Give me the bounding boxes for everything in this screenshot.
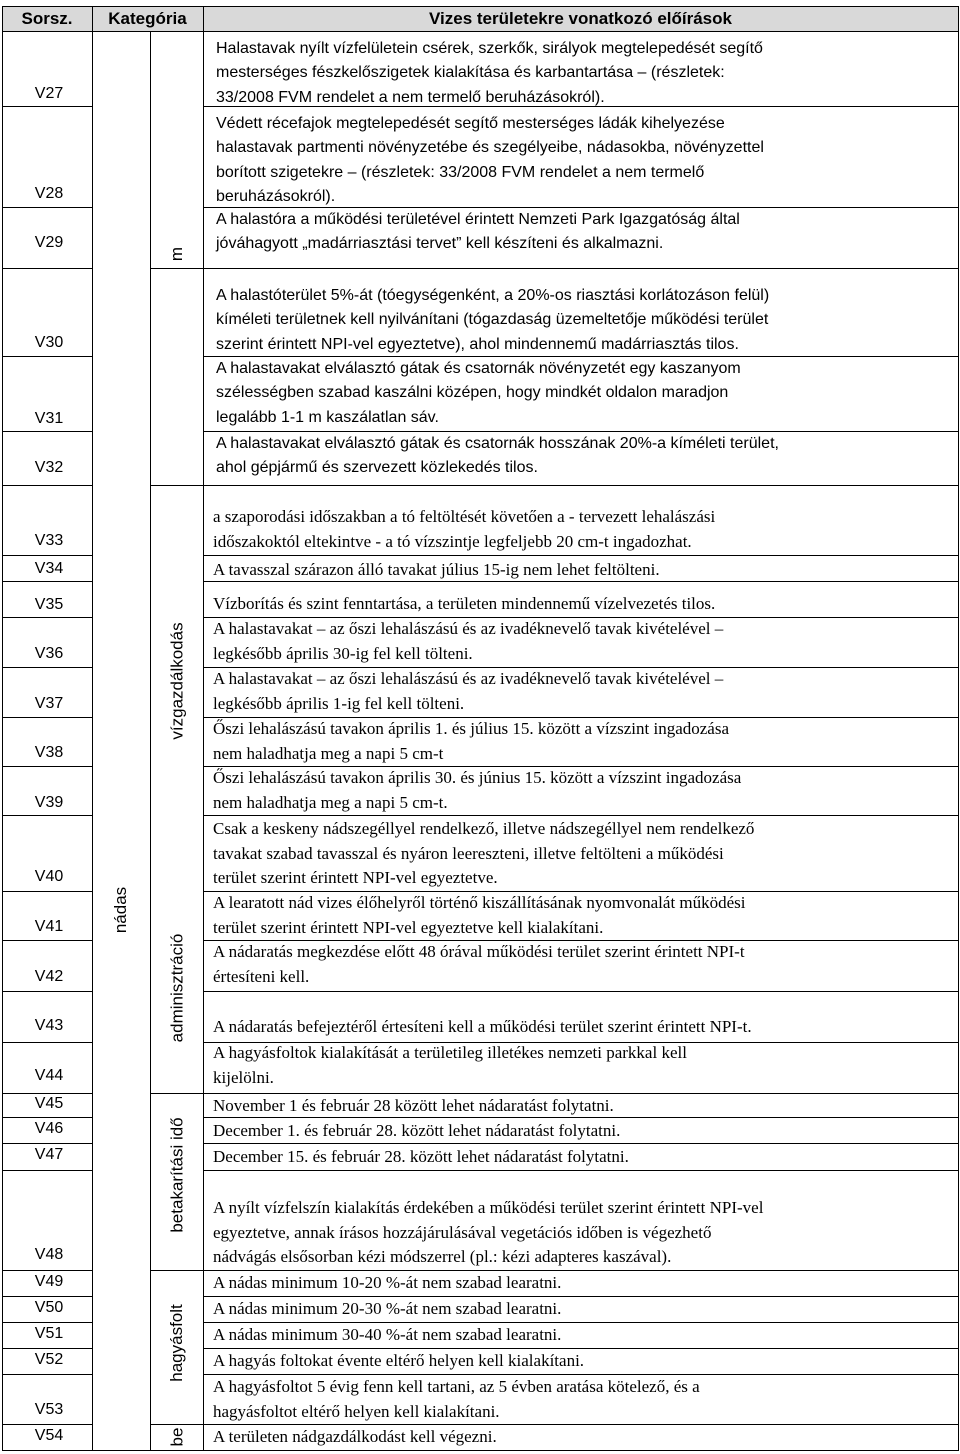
header-col-rules: Vizes területekre vonatkozó előírások xyxy=(203,6,958,31)
row-text xyxy=(213,1119,953,1144)
row-text-line: A halastóra a működési területével érintett Nemzeti Park Igazgatóság által xyxy=(216,211,740,228)
grid-line xyxy=(203,1270,958,1271)
grid-line xyxy=(150,485,203,486)
grid-line xyxy=(2,1424,92,1425)
row-code: V43 xyxy=(34,1017,64,1034)
grid-line xyxy=(2,1042,92,1043)
row-text xyxy=(213,617,953,666)
grid-line xyxy=(92,6,93,1450)
row-text xyxy=(213,1349,953,1374)
grid-line xyxy=(2,991,92,992)
grid-line xyxy=(2,581,92,582)
grid-line xyxy=(2,1093,92,1094)
row-text-line: A nádas minimum 10-20 %-át nem szabad learatni. xyxy=(213,1273,562,1292)
grid-line xyxy=(203,207,958,208)
grid-line xyxy=(203,485,958,486)
row-text-line: A nádaratás megkezdése előtt 48 órával működési terület szerint érintett NPI-t xyxy=(213,942,745,961)
grid-line xyxy=(2,891,92,892)
row-text-line: A halastóterület 5%-át (tóegységenként, a 20%-os riasztási korlátozáson felül) xyxy=(216,287,770,304)
row-text-line: A halastavakat – az őszi lehalászású és az ivadéknevelő tavak kivételével – xyxy=(213,619,724,638)
row-text-line: nádvágás elsősorban kézi módszerrel (pl.: kézi adapteres kaszával). xyxy=(213,1247,672,1266)
grid-line xyxy=(150,1270,203,1271)
row-code: V49 xyxy=(34,1273,64,1290)
row-code: V41 xyxy=(34,918,64,935)
grid-line xyxy=(2,207,92,208)
grid-line xyxy=(203,106,958,107)
row-text xyxy=(213,1094,953,1119)
grid-line xyxy=(2,431,92,432)
row-text xyxy=(213,1323,953,1348)
row-text xyxy=(216,357,956,430)
grid-line xyxy=(203,1093,958,1094)
row-code: V51 xyxy=(34,1325,64,1342)
row-text-line: legkésőbb április 30-ig fel kell tölteni. xyxy=(213,643,473,663)
row-code: V30 xyxy=(34,334,64,351)
grid-line xyxy=(2,1322,92,1323)
row-text-line: A hagyás foltokat évente eltérő helyen kell kialakítani. xyxy=(213,1351,585,1370)
row-text-line: A hagyásfoltok kialakítását a területileg illetékes nemzeti parkkal kell xyxy=(213,1043,687,1062)
grid-line xyxy=(2,6,958,7)
row-text xyxy=(213,505,953,554)
grid-line xyxy=(203,1143,958,1144)
row-text-line: Őszi lehalászású tavakon április 30. és június 15. között a vízszint ingadozása xyxy=(213,768,742,787)
grid-line xyxy=(203,667,958,668)
row-text-line: A learatott nád vizes élőhelyről történő kiszállításának nyomvonalát működési xyxy=(213,893,746,912)
row-code: V32 xyxy=(34,459,64,476)
row-code: V42 xyxy=(34,968,64,985)
row-text-line: ahol gépjármű és szervezett közlekedés tilos. xyxy=(216,459,538,477)
row-text-line: A hagyásfoltot 5 évig fenn kell tartani, az 5 évben aratása kötelező, és a xyxy=(213,1377,700,1396)
grid-line xyxy=(958,6,959,1451)
row-text xyxy=(213,1271,953,1296)
grid-line xyxy=(2,766,92,767)
row-code: V38 xyxy=(34,744,64,761)
row-text-line: A halastavakat – az őszi lehalászású és az ivadéknevelő tavak kivételével – xyxy=(213,669,724,688)
grid-line xyxy=(203,1348,958,1349)
category-betakaritasi-ido: betakarítási idő xyxy=(167,1117,187,1233)
row-text-line: legalább 1-1 m kaszálatlan sáv. xyxy=(216,408,439,426)
grid-line xyxy=(150,268,203,269)
grid-line xyxy=(2,1270,92,1271)
row-text-line: borított szigetekre – (részletek: 33/2008 FVM rendelet a nem termelő xyxy=(216,163,705,181)
category-m: m xyxy=(167,246,187,262)
row-code: V46 xyxy=(34,1120,64,1137)
row-code: V31 xyxy=(34,410,64,427)
grid-line xyxy=(2,356,92,357)
grid-line xyxy=(203,991,958,992)
row-text xyxy=(213,891,947,940)
grid-line xyxy=(2,1143,92,1144)
row-text-line: terület szerint érintett NPI-vel egyeztetve kell kialakítani. xyxy=(213,917,604,937)
row-text-line: Védett récefajok megtelepedését segítő mesterséges ládák kihelyezése xyxy=(216,115,725,132)
row-text xyxy=(213,1015,953,1040)
row-text-line: halastavak partmenti növényzetébe és szegélyeibe, nádasokba, növényzettel xyxy=(216,139,764,157)
grid-line xyxy=(203,268,958,269)
row-text-line: Őszi lehalászású tavakon április 1. és július 15. között a vízszint ingadozása xyxy=(213,719,730,738)
row-text xyxy=(216,432,956,481)
row-text-line: beruházásokról). xyxy=(216,187,336,205)
grid-line xyxy=(2,31,958,32)
grid-line xyxy=(203,356,958,357)
row-text-line: A tavasszal szárazon álló tavakat július 15-ig nem lehet feltölteni. xyxy=(213,560,660,579)
row-text-line: Csak a keskeny nádszegéllyel rendelkező, illetve nádszegéllyel nem rendelkező xyxy=(213,819,755,838)
row-text xyxy=(213,1297,953,1322)
row-text-line: November 1 és február 28 között lehet nádaratást folytatni. xyxy=(213,1096,614,1115)
row-text-line: nem haladhatja meg a napi 5 cm-t xyxy=(213,743,444,763)
row-text xyxy=(216,37,956,110)
row-text-line: egyeztetve, annak írásos hozzájárulásával vegetációs időben is végezhető xyxy=(213,1222,712,1242)
row-code: V36 xyxy=(34,645,64,662)
row-text-line: a szaporodási időszakban a tó feltöltését követően a - tervezett lehalászási xyxy=(213,507,716,526)
grid-line xyxy=(203,431,958,432)
grid-line xyxy=(2,815,92,816)
row-code: V35 xyxy=(34,596,64,613)
row-text-line: szerint érintett NPI-vel egyeztetve), ahol mindennemű madárriasztás tilos. xyxy=(216,335,739,353)
header-col-category: Kategória xyxy=(92,6,203,31)
row-text-line: December 1. és február 28. között lehet nádaratást folytatni. xyxy=(213,1121,621,1140)
grid-line xyxy=(2,1296,92,1297)
row-text xyxy=(213,1375,947,1424)
row-text xyxy=(213,1425,953,1450)
row-code: V54 xyxy=(34,1427,64,1444)
header-col-number: Sorsz. xyxy=(2,6,92,31)
category-hagyasfolt: hagyásfolt xyxy=(166,1304,186,1382)
grid-line xyxy=(203,815,958,816)
row-text-line: 33/2008 FVM rendelet a nem termelő beruházásokról). xyxy=(216,88,605,106)
grid-line xyxy=(203,1042,958,1043)
grid-line xyxy=(2,268,92,269)
grid-line xyxy=(203,1374,958,1375)
category-be: be xyxy=(166,1427,186,1447)
row-text-line: A területen nádgazdálkodást kell végezni. xyxy=(213,1427,497,1446)
grid-line xyxy=(2,106,92,107)
grid-line xyxy=(203,6,204,1450)
category-adminisztracio: adminisztráció xyxy=(166,933,186,1043)
grid-line xyxy=(203,766,958,767)
row-text-line: kijelölni. xyxy=(213,1067,274,1087)
row-text xyxy=(213,592,953,617)
row-text-line: A nádaratás befejeztéről értesíteni kell a működési terület szerint érintett NPI-t. xyxy=(213,1017,752,1036)
row-text xyxy=(216,112,956,209)
row-code: V44 xyxy=(34,1067,64,1084)
grid-line xyxy=(2,1348,92,1349)
row-text xyxy=(213,817,953,891)
row-text xyxy=(213,1041,953,1090)
row-text xyxy=(213,717,953,766)
row-text-line: A nyílt vízfelszín kialakítás érdekében a működési terület szerint érintett NPI-vel xyxy=(213,1198,764,1217)
row-code: V47 xyxy=(34,1146,64,1163)
row-code: V28 xyxy=(34,185,64,202)
row-text-line: Halastavak nyílt vízfelületein csérek, szerkők, sirályok megtelepedését segítő xyxy=(216,40,763,57)
grid-line xyxy=(2,1374,92,1375)
row-text-line: terület szerint érintett NPI-vel egyeztetve. xyxy=(213,868,498,887)
row-text xyxy=(216,208,956,257)
grid-line xyxy=(2,485,92,486)
row-text-line: A halastavakat elválasztó gátak és csatornák hosszának 20%-a kíméleti terület, xyxy=(216,435,779,452)
row-text-line: szélességben szabad kaszálni középen, hogy mindkét oldalon maradjon xyxy=(216,384,729,402)
grid-line xyxy=(150,31,151,1450)
row-code: V40 xyxy=(34,868,64,885)
row-text-line: Vízborítás és szint fenntartása, a területen mindennemű vízelvezetés tilos. xyxy=(213,594,716,613)
row-text-line: értesíteni kell. xyxy=(213,966,310,986)
grid-line xyxy=(2,1450,958,1451)
row-code: V34 xyxy=(34,560,64,577)
grid-line xyxy=(2,717,92,718)
row-text-line: A halastavakat elválasztó gátak és csatornák növényzetét egy kaszanyom xyxy=(216,360,741,377)
row-text-line: A nádas minimum 30-40 %-át nem szabad learatni. xyxy=(213,1325,562,1344)
row-text xyxy=(213,766,953,815)
row-text-line: nem haladhatja meg a napi 5 cm-t. xyxy=(213,792,448,812)
row-text-line: mesterséges fészkelőszigetek kialakítása és karbantartása – (részletek: xyxy=(216,64,725,82)
grid-line xyxy=(150,1093,203,1094)
grid-line xyxy=(203,617,958,618)
grid-line xyxy=(203,940,958,941)
row-code: V27 xyxy=(34,85,64,102)
grid-line xyxy=(2,6,3,1450)
row-code: V45 xyxy=(34,1095,64,1112)
row-text xyxy=(213,667,953,716)
row-code: V39 xyxy=(34,794,64,811)
row-text xyxy=(213,940,947,989)
row-text xyxy=(213,1145,953,1170)
grid-line xyxy=(203,717,958,718)
row-code: V37 xyxy=(34,695,64,712)
row-text-line: tavakat szabad tavasszal és nyáron leereszteni, illetve feltölteni a működési xyxy=(213,843,724,863)
grid-line xyxy=(203,891,958,892)
row-code: V53 xyxy=(34,1401,64,1418)
row-code: V48 xyxy=(34,1246,64,1263)
grid-line xyxy=(203,555,958,556)
row-code: V33 xyxy=(34,532,64,549)
grid-line xyxy=(2,940,92,941)
row-text-line: hagyásfoltot eltérő helyen kell kialakítani. xyxy=(213,1401,500,1421)
grid-line xyxy=(2,555,92,556)
row-code: V29 xyxy=(34,234,64,251)
row-code: V50 xyxy=(34,1299,64,1316)
row-text xyxy=(213,558,953,583)
grid-line xyxy=(203,1296,958,1297)
row-text-line: kíméleti területnek kell nyilvánítani (tógazdaság üzemeltetője működési terület xyxy=(216,311,769,329)
category-nadas: nádas xyxy=(111,886,131,934)
row-text-line: December 15. és február 28. között lehet nádaratást folytatni. xyxy=(213,1147,629,1166)
row-text-line: időszakoktól eltekintve - a tó vízszintje legfeljebb 20 cm-t ingadozhat. xyxy=(213,531,692,551)
grid-line xyxy=(203,581,958,582)
grid-line xyxy=(203,1322,958,1323)
category-vizgazdalkodas: vízgazdálkodás xyxy=(167,622,187,740)
row-text-line: A nádas minimum 20-30 %-át nem szabad learatni. xyxy=(213,1299,562,1318)
grid-line xyxy=(2,667,92,668)
row-text xyxy=(213,1196,953,1270)
row-text xyxy=(216,284,956,357)
grid-line xyxy=(203,1117,958,1118)
grid-line xyxy=(2,617,92,618)
row-code: V52 xyxy=(34,1351,64,1368)
grid-line xyxy=(150,1424,203,1425)
grid-line xyxy=(2,1117,92,1118)
row-text-line: legkésőbb április 1-ig fel kell tölteni. xyxy=(213,693,465,713)
grid-line xyxy=(203,1424,958,1425)
grid-line xyxy=(203,1170,958,1171)
row-text-line: jóváhagyott „madárriasztási tervet” kell készíteni és alkalmazni. xyxy=(216,235,664,253)
grid-line xyxy=(2,1170,92,1171)
